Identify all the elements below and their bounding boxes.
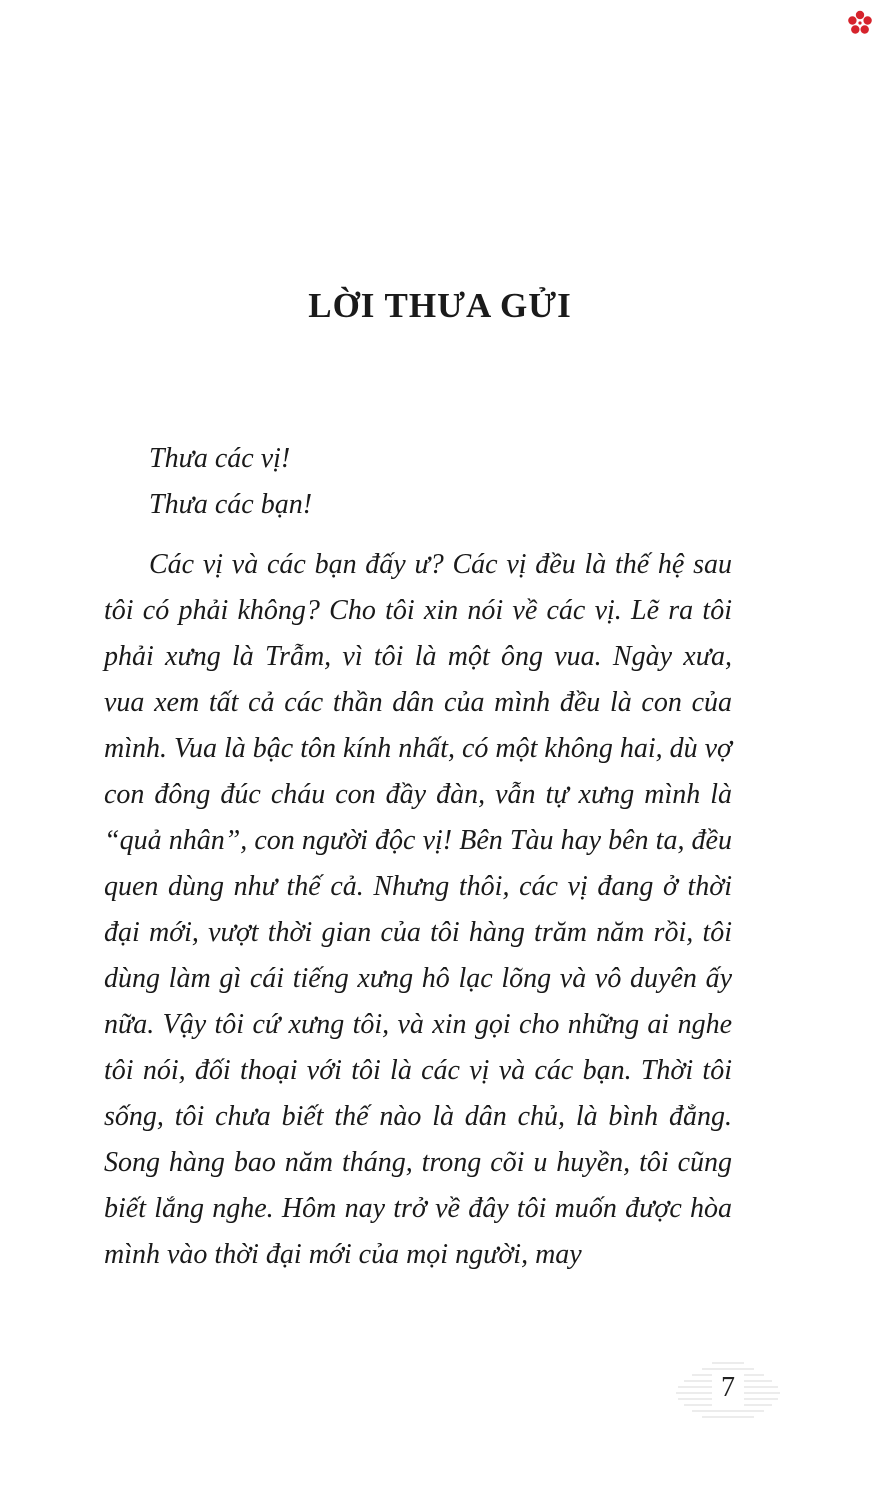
red-flower-icon [847, 10, 873, 36]
greeting-line: Thưa các vị! [149, 443, 291, 474]
body-text [104, 436, 732, 1278]
chapter-title: LỜI THƯA GỬI [308, 286, 572, 325]
greeting-line: Thưa các bạn! [149, 489, 313, 520]
body-paragraph: Các vị và các bạn đấy ư? Các vị đều là thế hệ sau tôi có phải không? Cho tôi xin nói về các vị. Lẽ ra tôi phải xưng là Trẫm, vì tôi là một ông vua. Ngày xưa, vua xem tất cả các thần dân của mình đều là con của mình. Vua là bậc tôn kính nhất, có một không hai, dù vợ con đông đúc cháu con đầy đàn, vẫn tự xưng mình là “quả nhân”, con người độc vị! Bên Tàu hay bên ta, đều quen dùng như thế cả. Nhưng thôi, các vị đang ở thời đại mới, vượt thời gian của tôi hàng trăm năm rồi, tôi dùng làm gì cái tiếng xưng hô lạc lõng và vô duyên ấy nữa. Vậy tôi cứ xưng tôi, và xin gọi cho những ai nghe tôi nói, đối thoại với tôi là các vị và các bạn. Thời tôi sống, tôi chưa biết thế nào là dân chủ, là bình đẳng. Song hàng bao năm tháng, trong cõi u huyền, tôi cũng biết lắng nghe. Hôm nay trở về đây tôi muốn được hòa mình vào thời đại mới của mọi người, may [104, 549, 733, 1270]
page-number: 7 [721, 1372, 735, 1403]
